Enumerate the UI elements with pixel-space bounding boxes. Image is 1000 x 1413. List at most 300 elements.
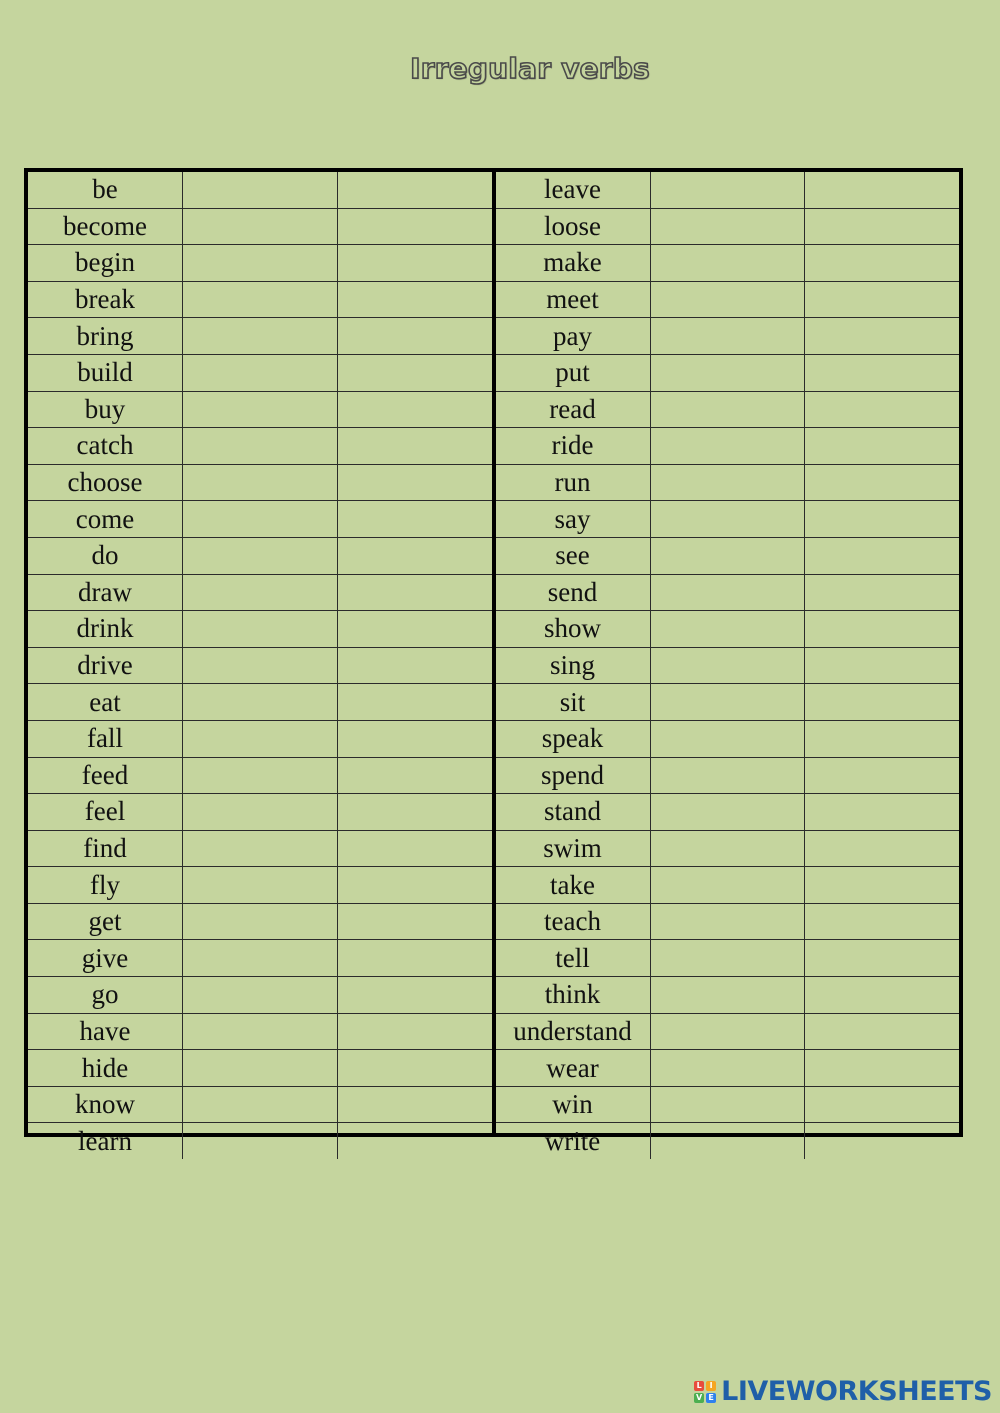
past-simple-input-cell	[650, 428, 805, 465]
past-participle-input-cell	[805, 208, 960, 245]
verb-row	[28, 391, 492, 428]
past-simple-input-cell	[650, 684, 805, 721]
past-participle-input[interactable]	[805, 794, 959, 830]
base-verb: hide	[28, 1050, 183, 1087]
past-participle-input[interactable]	[338, 977, 492, 1013]
past-simple-input[interactable]	[183, 538, 337, 574]
base-verb: build	[28, 354, 183, 391]
past-simple-input[interactable]	[183, 282, 337, 318]
past-participle-input[interactable]	[338, 428, 492, 464]
past-simple-input[interactable]	[651, 172, 805, 208]
verb-row	[28, 574, 492, 611]
past-participle-input-cell	[805, 903, 960, 940]
past-participle-input[interactable]	[338, 465, 492, 501]
past-simple-input[interactable]	[651, 392, 805, 428]
past-participle-input-cell	[337, 940, 492, 977]
past-participle-input[interactable]	[805, 977, 959, 1013]
past-simple-input[interactable]	[183, 355, 337, 391]
base-verb: drive	[28, 647, 183, 684]
past-participle-input[interactable]	[805, 428, 959, 464]
past-simple-input-cell	[183, 172, 338, 208]
past-participle-input-cell	[337, 1050, 492, 1087]
past-simple-input[interactable]	[183, 245, 337, 281]
past-participle-input-cell	[337, 1123, 492, 1159]
past-participle-input[interactable]	[805, 501, 959, 537]
past-simple-input-cell	[183, 574, 338, 611]
past-simple-input[interactable]	[651, 1050, 805, 1086]
past-simple-input-cell	[650, 757, 805, 794]
past-participle-input-cell	[805, 1086, 960, 1123]
past-participle-input-cell	[337, 354, 492, 391]
past-simple-input-cell	[183, 720, 338, 757]
past-simple-input-cell	[183, 245, 338, 282]
verb-row	[28, 867, 492, 904]
base-verb: learn	[28, 1123, 183, 1159]
past-simple-input-cell	[650, 245, 805, 282]
past-simple-input-cell	[183, 757, 338, 794]
past-simple-input[interactable]	[183, 575, 337, 611]
past-participle-input-cell	[337, 867, 492, 904]
past-participle-input[interactable]	[805, 611, 959, 647]
past-participle-input[interactable]	[338, 867, 492, 903]
past-participle-input-cell	[337, 501, 492, 538]
past-participle-input-cell	[337, 1086, 492, 1123]
past-simple-input[interactable]	[651, 831, 805, 867]
past-simple-input-cell	[183, 611, 338, 648]
base-verb: think	[496, 977, 651, 1014]
logo-letter-e: E	[706, 1393, 716, 1403]
past-participle-input[interactable]	[805, 1087, 959, 1123]
past-simple-input-cell	[183, 830, 338, 867]
past-participle-input[interactable]	[338, 245, 492, 281]
past-simple-input[interactable]	[183, 1123, 337, 1159]
verb-row	[496, 794, 960, 831]
verb-row	[28, 940, 492, 977]
verb-row	[496, 208, 960, 245]
past-simple-input-cell	[650, 1013, 805, 1050]
base-verb: teach	[496, 903, 651, 940]
past-simple-input[interactable]	[183, 1087, 337, 1123]
past-simple-input-cell	[650, 501, 805, 538]
base-verb: become	[28, 208, 183, 245]
past-participle-input-cell	[805, 281, 960, 318]
past-participle-input[interactable]	[338, 758, 492, 794]
page-title: Irregular verbs	[410, 52, 650, 85]
base-verb: sit	[496, 684, 651, 721]
past-participle-input-cell	[337, 977, 492, 1014]
verb-row	[496, 867, 960, 904]
verb-row	[496, 720, 960, 757]
past-participle-input-cell	[337, 1013, 492, 1050]
base-verb: show	[496, 611, 651, 648]
past-simple-input[interactable]	[651, 721, 805, 757]
past-simple-input-cell	[183, 1013, 338, 1050]
past-participle-input[interactable]	[805, 904, 959, 940]
past-participle-input[interactable]	[338, 1014, 492, 1050]
past-participle-input-cell	[337, 574, 492, 611]
past-participle-input-cell	[337, 318, 492, 355]
base-verb: understand	[496, 1013, 651, 1050]
past-participle-input[interactable]	[338, 172, 492, 208]
past-participle-input-cell	[805, 1050, 960, 1087]
past-participle-input[interactable]	[805, 209, 959, 245]
past-participle-input[interactable]	[338, 575, 492, 611]
past-simple-input[interactable]	[651, 1087, 805, 1123]
past-participle-input-cell	[805, 830, 960, 867]
past-simple-input-cell	[650, 574, 805, 611]
past-simple-input-cell	[183, 903, 338, 940]
past-simple-input[interactable]	[183, 977, 337, 1013]
past-participle-input[interactable]	[805, 245, 959, 281]
verb-row	[28, 354, 492, 391]
past-simple-input-cell	[183, 867, 338, 904]
past-simple-input-cell	[183, 1086, 338, 1123]
base-verb: know	[28, 1086, 183, 1123]
liveworksheets-logo	[694, 1376, 992, 1407]
past-simple-input[interactable]	[651, 282, 805, 318]
past-simple-input-cell	[650, 1086, 805, 1123]
past-participle-input[interactable]	[338, 648, 492, 684]
base-verb: find	[28, 830, 183, 867]
base-verb: ride	[496, 428, 651, 465]
base-verb: swim	[496, 830, 651, 867]
past-simple-input[interactable]	[183, 831, 337, 867]
past-participle-input[interactable]	[805, 684, 959, 720]
past-participle-input[interactable]	[805, 867, 959, 903]
verb-row	[496, 281, 960, 318]
verb-row	[496, 1050, 960, 1087]
base-verb: wear	[496, 1050, 651, 1087]
past-simple-input[interactable]	[651, 575, 805, 611]
liveworksheets-logo-icon	[694, 1381, 718, 1403]
past-participle-input[interactable]	[338, 355, 492, 391]
verb-row	[28, 830, 492, 867]
past-participle-input[interactable]	[805, 721, 959, 757]
past-participle-input-cell	[805, 720, 960, 757]
base-verb: fly	[28, 867, 183, 904]
past-participle-input-cell	[805, 574, 960, 611]
past-participle-input[interactable]	[338, 721, 492, 757]
base-verb: win	[496, 1086, 651, 1123]
past-participle-input[interactable]	[338, 794, 492, 830]
past-participle-input[interactable]	[805, 172, 959, 208]
past-participle-input-cell	[805, 867, 960, 904]
past-simple-input-cell	[183, 684, 338, 721]
base-verb: buy	[28, 391, 183, 428]
base-verb: be	[28, 172, 183, 208]
past-participle-input[interactable]	[805, 648, 959, 684]
past-simple-input[interactable]	[183, 501, 337, 537]
past-simple-input-cell	[650, 354, 805, 391]
verb-row	[496, 464, 960, 501]
past-participle-input-cell	[337, 428, 492, 465]
past-participle-input[interactable]	[805, 1014, 959, 1050]
past-participle-input[interactable]	[805, 392, 959, 428]
past-simple-input-cell	[183, 464, 338, 501]
past-participle-input-cell	[337, 684, 492, 721]
verb-row	[28, 1086, 492, 1123]
base-verb: get	[28, 903, 183, 940]
verb-row	[496, 428, 960, 465]
past-participle-input[interactable]	[338, 904, 492, 940]
past-simple-input[interactable]	[651, 355, 805, 391]
past-simple-input[interactable]	[651, 1014, 805, 1050]
past-simple-input-cell	[183, 428, 338, 465]
past-simple-input[interactable]	[183, 940, 337, 976]
past-simple-input[interactable]	[651, 794, 805, 830]
past-participle-input[interactable]	[805, 538, 959, 574]
verb-row	[28, 245, 492, 282]
past-participle-input[interactable]	[805, 940, 959, 976]
past-participle-input-cell	[805, 647, 960, 684]
base-verb: read	[496, 391, 651, 428]
past-participle-input[interactable]	[805, 1050, 959, 1086]
verb-row	[28, 172, 492, 208]
verb-row	[496, 647, 960, 684]
past-participle-input-cell	[805, 1013, 960, 1050]
base-verb: fall	[28, 720, 183, 757]
verb-row	[28, 464, 492, 501]
past-simple-input[interactable]	[183, 172, 337, 208]
past-participle-input[interactable]	[338, 209, 492, 245]
verb-row	[496, 391, 960, 428]
past-simple-input[interactable]	[183, 1050, 337, 1086]
past-participle-input[interactable]	[338, 831, 492, 867]
past-participle-input[interactable]	[805, 465, 959, 501]
past-participle-input-cell	[337, 830, 492, 867]
past-simple-input-cell	[650, 537, 805, 574]
base-verb: catch	[28, 428, 183, 465]
past-participle-input-cell	[805, 501, 960, 538]
past-simple-input[interactable]	[183, 794, 337, 830]
past-participle-input-cell	[805, 537, 960, 574]
base-verb: begin	[28, 245, 183, 282]
past-participle-input-cell	[805, 172, 960, 208]
base-verb: pay	[496, 318, 651, 355]
verb-row	[28, 720, 492, 757]
past-simple-input[interactable]	[183, 428, 337, 464]
past-participle-input[interactable]	[338, 501, 492, 537]
base-verb: bring	[28, 318, 183, 355]
past-simple-input[interactable]	[183, 758, 337, 794]
past-simple-input[interactable]	[651, 684, 805, 720]
past-simple-input[interactable]	[183, 318, 337, 354]
past-simple-input[interactable]	[183, 721, 337, 757]
past-simple-input-cell	[650, 867, 805, 904]
past-participle-input-cell	[805, 245, 960, 282]
past-participle-input[interactable]	[338, 392, 492, 428]
past-participle-input-cell	[805, 794, 960, 831]
past-participle-input-cell	[805, 977, 960, 1014]
past-participle-input[interactable]	[805, 831, 959, 867]
past-simple-input[interactable]	[183, 611, 337, 647]
past-participle-input[interactable]	[338, 1123, 492, 1159]
verb-row	[496, 1013, 960, 1050]
verbs-table	[24, 168, 963, 1156]
verb-row	[28, 757, 492, 794]
past-participle-input-cell	[805, 684, 960, 721]
past-participle-input-cell	[337, 464, 492, 501]
past-simple-input-cell	[650, 611, 805, 648]
verb-row	[496, 1086, 960, 1123]
past-simple-input[interactable]	[651, 501, 805, 537]
verb-row	[28, 501, 492, 538]
past-simple-input-cell	[183, 977, 338, 1014]
base-verb: choose	[28, 464, 183, 501]
past-simple-input[interactable]	[651, 245, 805, 281]
past-simple-input[interactable]	[651, 1123, 805, 1159]
past-simple-input-cell	[650, 647, 805, 684]
past-simple-input-cell	[650, 830, 805, 867]
past-simple-input-cell	[183, 391, 338, 428]
past-simple-input[interactable]	[651, 867, 805, 903]
verb-row	[28, 1013, 492, 1050]
verb-row	[28, 977, 492, 1014]
past-simple-input-cell	[650, 903, 805, 940]
verb-row	[28, 647, 492, 684]
verb-row	[496, 940, 960, 977]
past-simple-input-cell	[183, 940, 338, 977]
past-participle-input[interactable]	[338, 611, 492, 647]
logo-letter-l: L	[694, 1381, 704, 1391]
past-participle-input[interactable]	[338, 538, 492, 574]
past-participle-input[interactable]	[338, 282, 492, 318]
base-verb: feed	[28, 757, 183, 794]
base-verb: draw	[28, 574, 183, 611]
base-verb: have	[28, 1013, 183, 1050]
past-simple-input[interactable]	[651, 940, 805, 976]
past-simple-input-cell	[183, 1123, 338, 1159]
past-participle-input[interactable]	[338, 318, 492, 354]
past-simple-input-cell	[650, 1050, 805, 1087]
past-simple-input[interactable]	[651, 209, 805, 245]
past-participle-input-cell	[337, 647, 492, 684]
verb-row	[496, 611, 960, 648]
past-simple-input-cell	[183, 501, 338, 538]
past-participle-input-cell	[337, 172, 492, 208]
verb-row	[28, 428, 492, 465]
past-simple-input-cell	[650, 977, 805, 1014]
verb-row	[496, 903, 960, 940]
past-participle-input-cell	[337, 794, 492, 831]
logo-letter-v: V	[696, 1393, 703, 1402]
past-participle-input-cell	[337, 208, 492, 245]
past-participle-input[interactable]	[805, 575, 959, 611]
past-participle-input[interactable]	[805, 1123, 959, 1159]
past-participle-input-cell	[805, 611, 960, 648]
verbs-table-right	[496, 172, 960, 1156]
past-participle-input-cell	[805, 391, 960, 428]
right-verb-table	[496, 172, 960, 1159]
verb-row	[28, 1050, 492, 1087]
past-participle-input[interactable]	[338, 1050, 492, 1086]
left-verb-table	[28, 172, 492, 1159]
past-participle-input-cell	[337, 245, 492, 282]
past-simple-input[interactable]	[651, 758, 805, 794]
verb-row	[496, 318, 960, 355]
past-simple-input[interactable]	[651, 904, 805, 940]
past-participle-input[interactable]	[805, 758, 959, 794]
verb-row	[28, 537, 492, 574]
past-simple-input[interactable]	[651, 648, 805, 684]
base-verb: speak	[496, 720, 651, 757]
base-verb: drink	[28, 611, 183, 648]
base-verb: take	[496, 867, 651, 904]
past-simple-input[interactable]	[183, 867, 337, 903]
verb-row	[28, 684, 492, 721]
verb-row	[496, 684, 960, 721]
past-simple-input[interactable]	[183, 392, 337, 428]
verb-row	[496, 830, 960, 867]
verb-row	[28, 611, 492, 648]
verb-row	[28, 281, 492, 318]
base-verb: put	[496, 354, 651, 391]
past-simple-input-cell	[183, 208, 338, 245]
base-verb: break	[28, 281, 183, 318]
base-verb: loose	[496, 208, 651, 245]
base-verb: see	[496, 537, 651, 574]
past-simple-input-cell	[183, 647, 338, 684]
base-verb: leave	[496, 172, 651, 208]
base-verb: stand	[496, 794, 651, 831]
past-participle-input[interactable]	[805, 355, 959, 391]
verb-row	[28, 208, 492, 245]
past-simple-input[interactable]	[651, 465, 805, 501]
past-participle-input-cell	[337, 720, 492, 757]
past-simple-input-cell	[650, 281, 805, 318]
past-participle-input-cell	[337, 537, 492, 574]
verb-row	[28, 794, 492, 831]
past-simple-input[interactable]	[651, 428, 805, 464]
past-participle-input[interactable]	[338, 1087, 492, 1123]
base-verb: tell	[496, 940, 651, 977]
past-simple-input[interactable]	[651, 538, 805, 574]
past-participle-input[interactable]	[805, 318, 959, 354]
verb-row	[496, 245, 960, 282]
past-participle-input-cell	[337, 391, 492, 428]
base-verb: feel	[28, 794, 183, 831]
past-participle-input-cell	[805, 354, 960, 391]
verb-row	[496, 574, 960, 611]
past-simple-input[interactable]	[183, 209, 337, 245]
past-simple-input-cell	[650, 464, 805, 501]
past-simple-input[interactable]	[183, 1014, 337, 1050]
base-verb: spend	[496, 757, 651, 794]
past-simple-input[interactable]	[183, 904, 337, 940]
past-participle-input[interactable]	[805, 282, 959, 318]
base-verb: come	[28, 501, 183, 538]
verb-row	[28, 903, 492, 940]
past-simple-input-cell	[183, 354, 338, 391]
verb-row	[496, 354, 960, 391]
past-simple-input-cell	[183, 794, 338, 831]
past-participle-input-cell	[805, 1123, 960, 1159]
past-simple-input[interactable]	[183, 684, 337, 720]
past-simple-input-cell	[183, 537, 338, 574]
verbs-table-left	[28, 172, 496, 1156]
past-simple-input[interactable]	[183, 648, 337, 684]
past-participle-input[interactable]	[338, 684, 492, 720]
past-simple-input[interactable]	[651, 318, 805, 354]
past-simple-input-cell	[183, 281, 338, 318]
verb-row	[28, 318, 492, 355]
verb-row	[496, 172, 960, 208]
past-participle-input[interactable]	[338, 940, 492, 976]
past-simple-input[interactable]	[651, 977, 805, 1013]
past-simple-input-cell	[650, 1123, 805, 1159]
past-simple-input[interactable]	[651, 611, 805, 647]
past-simple-input[interactable]	[183, 465, 337, 501]
